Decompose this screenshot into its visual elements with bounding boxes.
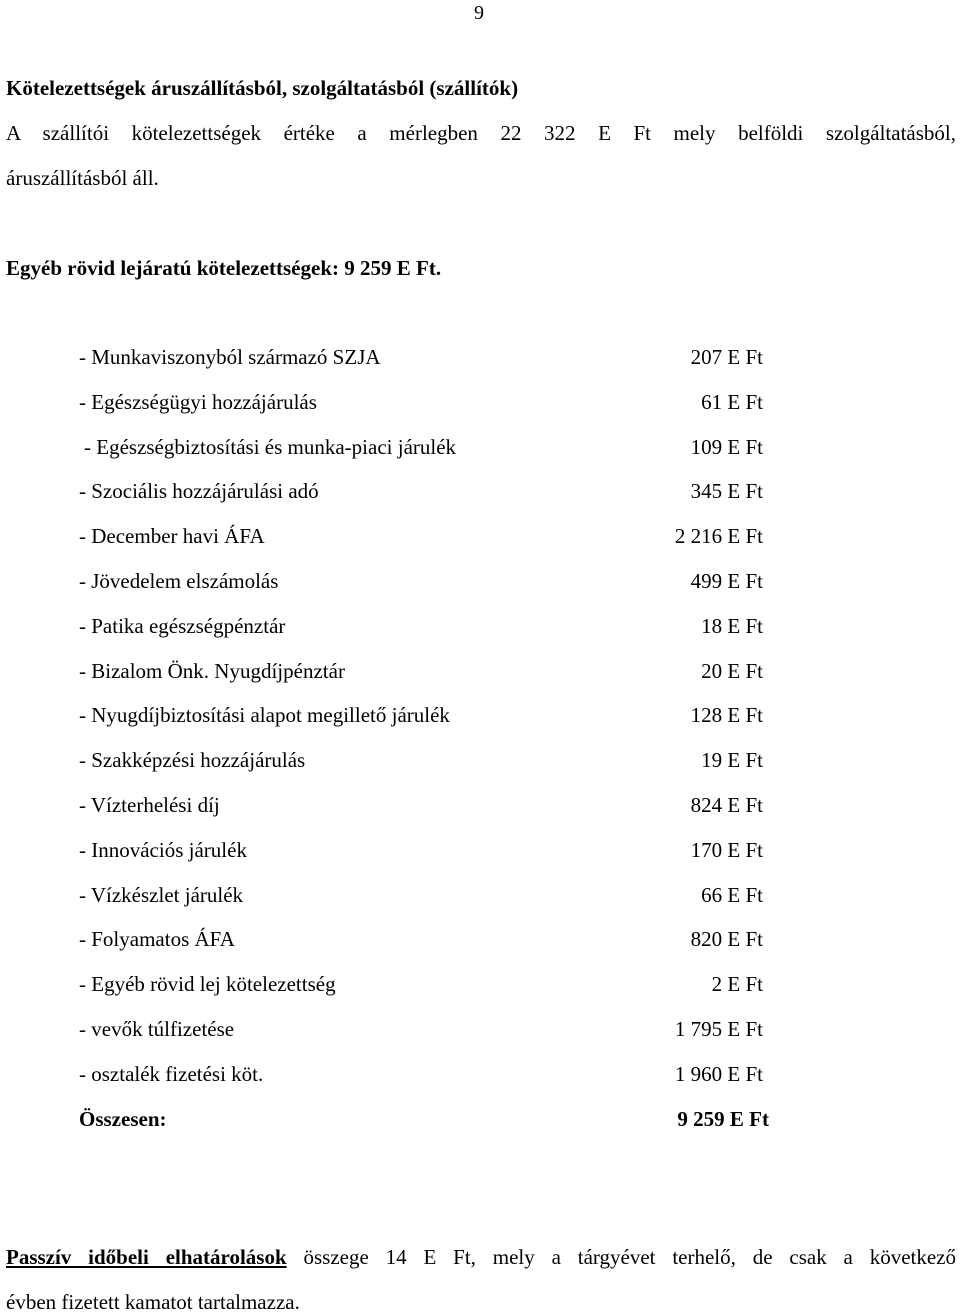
item-value: 1 960 E Ft — [674, 1061, 763, 1086]
item-label: - Egyéb rövid lej kötelezettség — [79, 972, 336, 997]
item-value: 820 E Ft — [690, 927, 763, 952]
section-heading-suppliers: Kötelezettségek áruszállításból, szolgáltatásból (szállítók) — [6, 76, 519, 100]
item-label: - Egészségbiztosítási és munka-piaci járulék — [84, 434, 457, 459]
total-row — [0, 1107, 960, 1152]
item-label: - osztalék fizetési köt. — [79, 1061, 264, 1086]
item-label: - Nyugdíjbiztosítási alapot megillető járulék — [79, 703, 450, 728]
item-label: - Vízterhelési díj — [79, 792, 220, 817]
item-label: - Munkaviszonyból származó SZJA — [79, 345, 381, 369]
item-value: 66 E Ft — [701, 882, 763, 907]
item-value: 345 E Ft — [690, 479, 763, 504]
item-label: - Bizalom Önk. Nyugdíjpénztár — [79, 658, 345, 683]
section-heading-other-liabilities: Egyéb rövid lejáratú kötelezettségek: 9 259 E Ft. — [6, 256, 442, 280]
item-value: 824 E Ft — [690, 792, 763, 817]
item-value: 20 E Ft — [701, 658, 763, 683]
list-item — [0, 435, 960, 480]
item-value: 499 E Ft — [690, 568, 763, 593]
suppliers-paragraph-line-2: áruszállításból áll. — [6, 166, 159, 190]
item-value: 61 E Ft — [701, 389, 763, 414]
list-item — [0, 748, 960, 793]
item-label: - Patika egészségpénztár — [79, 613, 286, 638]
item-label: - Jövedelem elszámolás — [79, 568, 279, 593]
list-item — [0, 524, 960, 569]
item-value: 19 E Ft — [701, 748, 763, 773]
list-item — [0, 569, 960, 614]
list-item — [0, 883, 960, 928]
accruals-paragraph-line-2: évben fizetett kamatot tartalmazza. — [6, 1290, 300, 1314]
list-item — [0, 614, 960, 659]
accruals-paragraph-line-1 — [6, 1245, 956, 1270]
item-label: - Szakképzési hozzájárulás — [79, 748, 306, 773]
list-item — [0, 838, 960, 883]
list-item — [0, 703, 960, 748]
item-value: 18 E Ft — [701, 613, 763, 638]
page-number: 9 — [474, 2, 484, 24]
list-item — [0, 390, 960, 435]
accruals-line-1-rest: összege 14 E Ft, mely a tárgyévet terhelő, de csak a következő — [286, 1245, 957, 1269]
item-label: - Folyamatos ÁFA — [79, 927, 235, 952]
list-item — [0, 1017, 960, 1062]
item-label: - Szociális hozzájárulási adó — [79, 479, 319, 504]
item-value: 2 E Ft — [711, 972, 763, 997]
item-label: - vevők túlfizetése — [79, 1016, 235, 1041]
total-label: Összesen: — [79, 1106, 167, 1131]
suppliers-paragraph-line-1: A szállítói kötelezettségek értéke a mérlegben 22 322 E Ft mely belföldi szolgáltatásból, — [6, 121, 956, 145]
total-value: 9 259 E Ft — [677, 1106, 769, 1131]
item-value: 128 E Ft — [690, 703, 763, 728]
list-item — [0, 479, 960, 524]
list-item — [0, 972, 960, 1017]
item-label: - Egészségügyi hozzájárulás — [79, 389, 317, 414]
list-item — [0, 793, 960, 838]
item-label: - December havi ÁFA — [79, 524, 265, 549]
item-value: 2 216 E Ft — [674, 524, 763, 549]
accruals-term: Passzív időbeli elhatárolások — [6, 1245, 287, 1269]
item-label: - Vízkészlet járulék — [79, 882, 244, 907]
list-item — [0, 345, 960, 390]
list-item — [0, 927, 960, 972]
item-value: 109 E Ft — [690, 434, 763, 459]
list-item — [0, 659, 960, 704]
list-item — [0, 1062, 960, 1107]
item-value: 170 E Ft — [690, 837, 763, 862]
item-value: 1 795 E Ft — [674, 1016, 763, 1041]
liabilities-list — [0, 345, 960, 1151]
item-label: - Innovációs járulék — [79, 837, 247, 862]
item-value: 207 E Ft — [690, 345, 763, 369]
